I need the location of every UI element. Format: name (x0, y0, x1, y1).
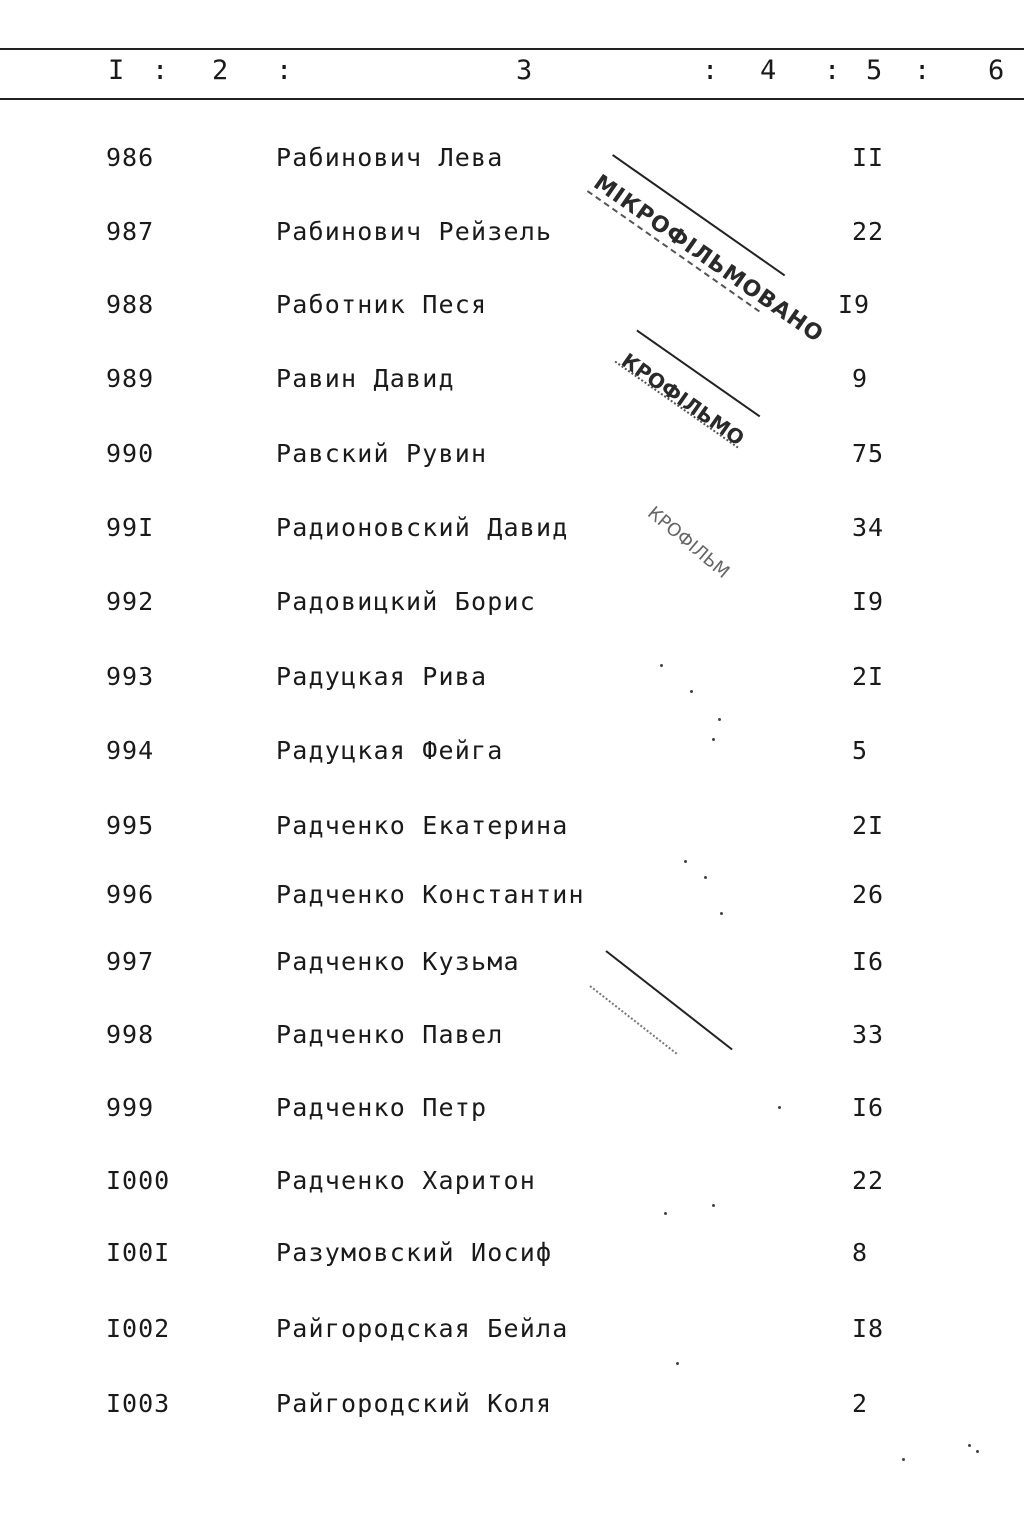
header-separator-5: : (914, 55, 932, 86)
scan-speck (712, 1204, 715, 1207)
row-number: 988 (106, 290, 155, 319)
table-row (0, 1309, 1024, 1349)
table-row (0, 657, 1024, 697)
row-number: 996 (106, 880, 155, 909)
row-name: Работник Песя (276, 290, 488, 319)
row-name: Радченко Кузьма (276, 947, 520, 976)
table-row (0, 875, 1024, 915)
row-pages: 2 (852, 1389, 869, 1418)
scan-speck (712, 738, 715, 741)
row-pages: I6 (852, 947, 885, 976)
scan-speck (704, 876, 707, 879)
row-pages: 26 (852, 880, 885, 909)
row-pages: 34 (852, 513, 885, 542)
row-name: Радченко Константин (276, 880, 585, 909)
row-number: 994 (106, 736, 155, 765)
header-col-4: 4 (760, 55, 778, 86)
header-col-1: I (108, 55, 126, 86)
row-pages: 22 (852, 1166, 885, 1195)
row-number: I00I (106, 1238, 171, 1267)
row-name: Радченко Екатерина (276, 811, 569, 840)
scan-speck (778, 1106, 781, 1109)
table-row (0, 138, 1024, 178)
scan-speck (968, 1444, 971, 1447)
scan-speck (718, 718, 721, 721)
row-name: Радионовский Давид (276, 513, 569, 542)
row-pages: II (852, 143, 885, 172)
row-pages: 8 (852, 1238, 869, 1267)
scan-speck (664, 1212, 667, 1215)
row-number: 986 (106, 143, 155, 172)
row-pages: I6 (852, 1093, 885, 1122)
header-separator-3: : (702, 55, 720, 86)
row-name: Радченко Петр (276, 1093, 488, 1122)
row-pages: 2I (852, 811, 885, 840)
row-name: Радовицкий Борис (276, 587, 537, 616)
table-row (0, 212, 1024, 252)
row-number: 999 (106, 1093, 155, 1122)
row-pages: 5 (852, 736, 869, 765)
header-separator-2: : (276, 55, 294, 86)
row-pages: 33 (852, 1020, 885, 1049)
table-row (0, 285, 1024, 325)
row-pages: 2I (852, 662, 885, 691)
row-name: Райгородский Коля (276, 1389, 553, 1418)
row-number: 989 (106, 364, 155, 393)
row-number: 987 (106, 217, 155, 246)
table-row (0, 434, 1024, 474)
row-number: 993 (106, 662, 155, 691)
row-number: 990 (106, 439, 155, 468)
row-name: Райгородская Бейла (276, 1314, 569, 1343)
row-number: 99I (106, 513, 155, 542)
header-bottom-rule (0, 98, 1024, 100)
row-name: Радуцкая Фейга (276, 736, 504, 765)
row-name: Радченко Харитон (276, 1166, 537, 1195)
header-col-6: 6 (988, 55, 1006, 86)
row-pages: I9 (852, 587, 885, 616)
row-name: Рабинович Лева (276, 143, 504, 172)
row-number: 995 (106, 811, 155, 840)
microfilm-stamp: КРОФІЛЬМО (617, 348, 749, 451)
scan-speck (684, 860, 687, 863)
row-name: Разумовский Иосиф (276, 1238, 553, 1267)
scan-speck (902, 1458, 905, 1461)
table-row (0, 1161, 1024, 1201)
row-number: I002 (106, 1314, 171, 1343)
row-name: Радуцкая Рива (276, 662, 488, 691)
scan-speck (676, 1362, 679, 1365)
table-row (0, 942, 1024, 982)
row-name: Рабинович Рейзель (276, 217, 553, 246)
scan-speck (720, 912, 723, 915)
row-name: Равин Давид (276, 364, 455, 393)
scan-speck (976, 1450, 979, 1453)
microfilm-stamp: МІКРОФІЛЬМОВАНО (588, 170, 828, 349)
table-row (0, 1384, 1024, 1424)
table-row (0, 1088, 1024, 1128)
scan-speck (690, 690, 693, 693)
header-top-rule (0, 48, 1024, 50)
scan-speck (660, 664, 663, 667)
microfilm-stamp: КРОФІЛЬМ (643, 502, 734, 583)
row-pages: 9 (852, 364, 869, 393)
row-pages: I9 (838, 290, 871, 319)
table-row (0, 731, 1024, 771)
row-number: 998 (106, 1020, 155, 1049)
table-row (0, 508, 1024, 548)
table-row (0, 1015, 1024, 1055)
row-name: Равский Рувин (276, 439, 488, 468)
header-col-2: 2 (212, 55, 230, 86)
table-row (0, 582, 1024, 622)
row-pages: 75 (852, 439, 885, 468)
row-number: 997 (106, 947, 155, 976)
row-number: I000 (106, 1166, 171, 1195)
row-number: I003 (106, 1389, 171, 1418)
header-separator-4: : (824, 55, 842, 86)
row-number: 992 (106, 587, 155, 616)
table-row (0, 359, 1024, 399)
row-pages: 22 (852, 217, 885, 246)
row-name: Радченко Павел (276, 1020, 504, 1049)
header-col-5: 5 (866, 55, 884, 86)
table-row (0, 1233, 1024, 1273)
header-col-3: 3 (516, 55, 534, 86)
header-separator-1: : (152, 55, 170, 86)
row-pages: I8 (852, 1314, 885, 1343)
table-row (0, 806, 1024, 846)
